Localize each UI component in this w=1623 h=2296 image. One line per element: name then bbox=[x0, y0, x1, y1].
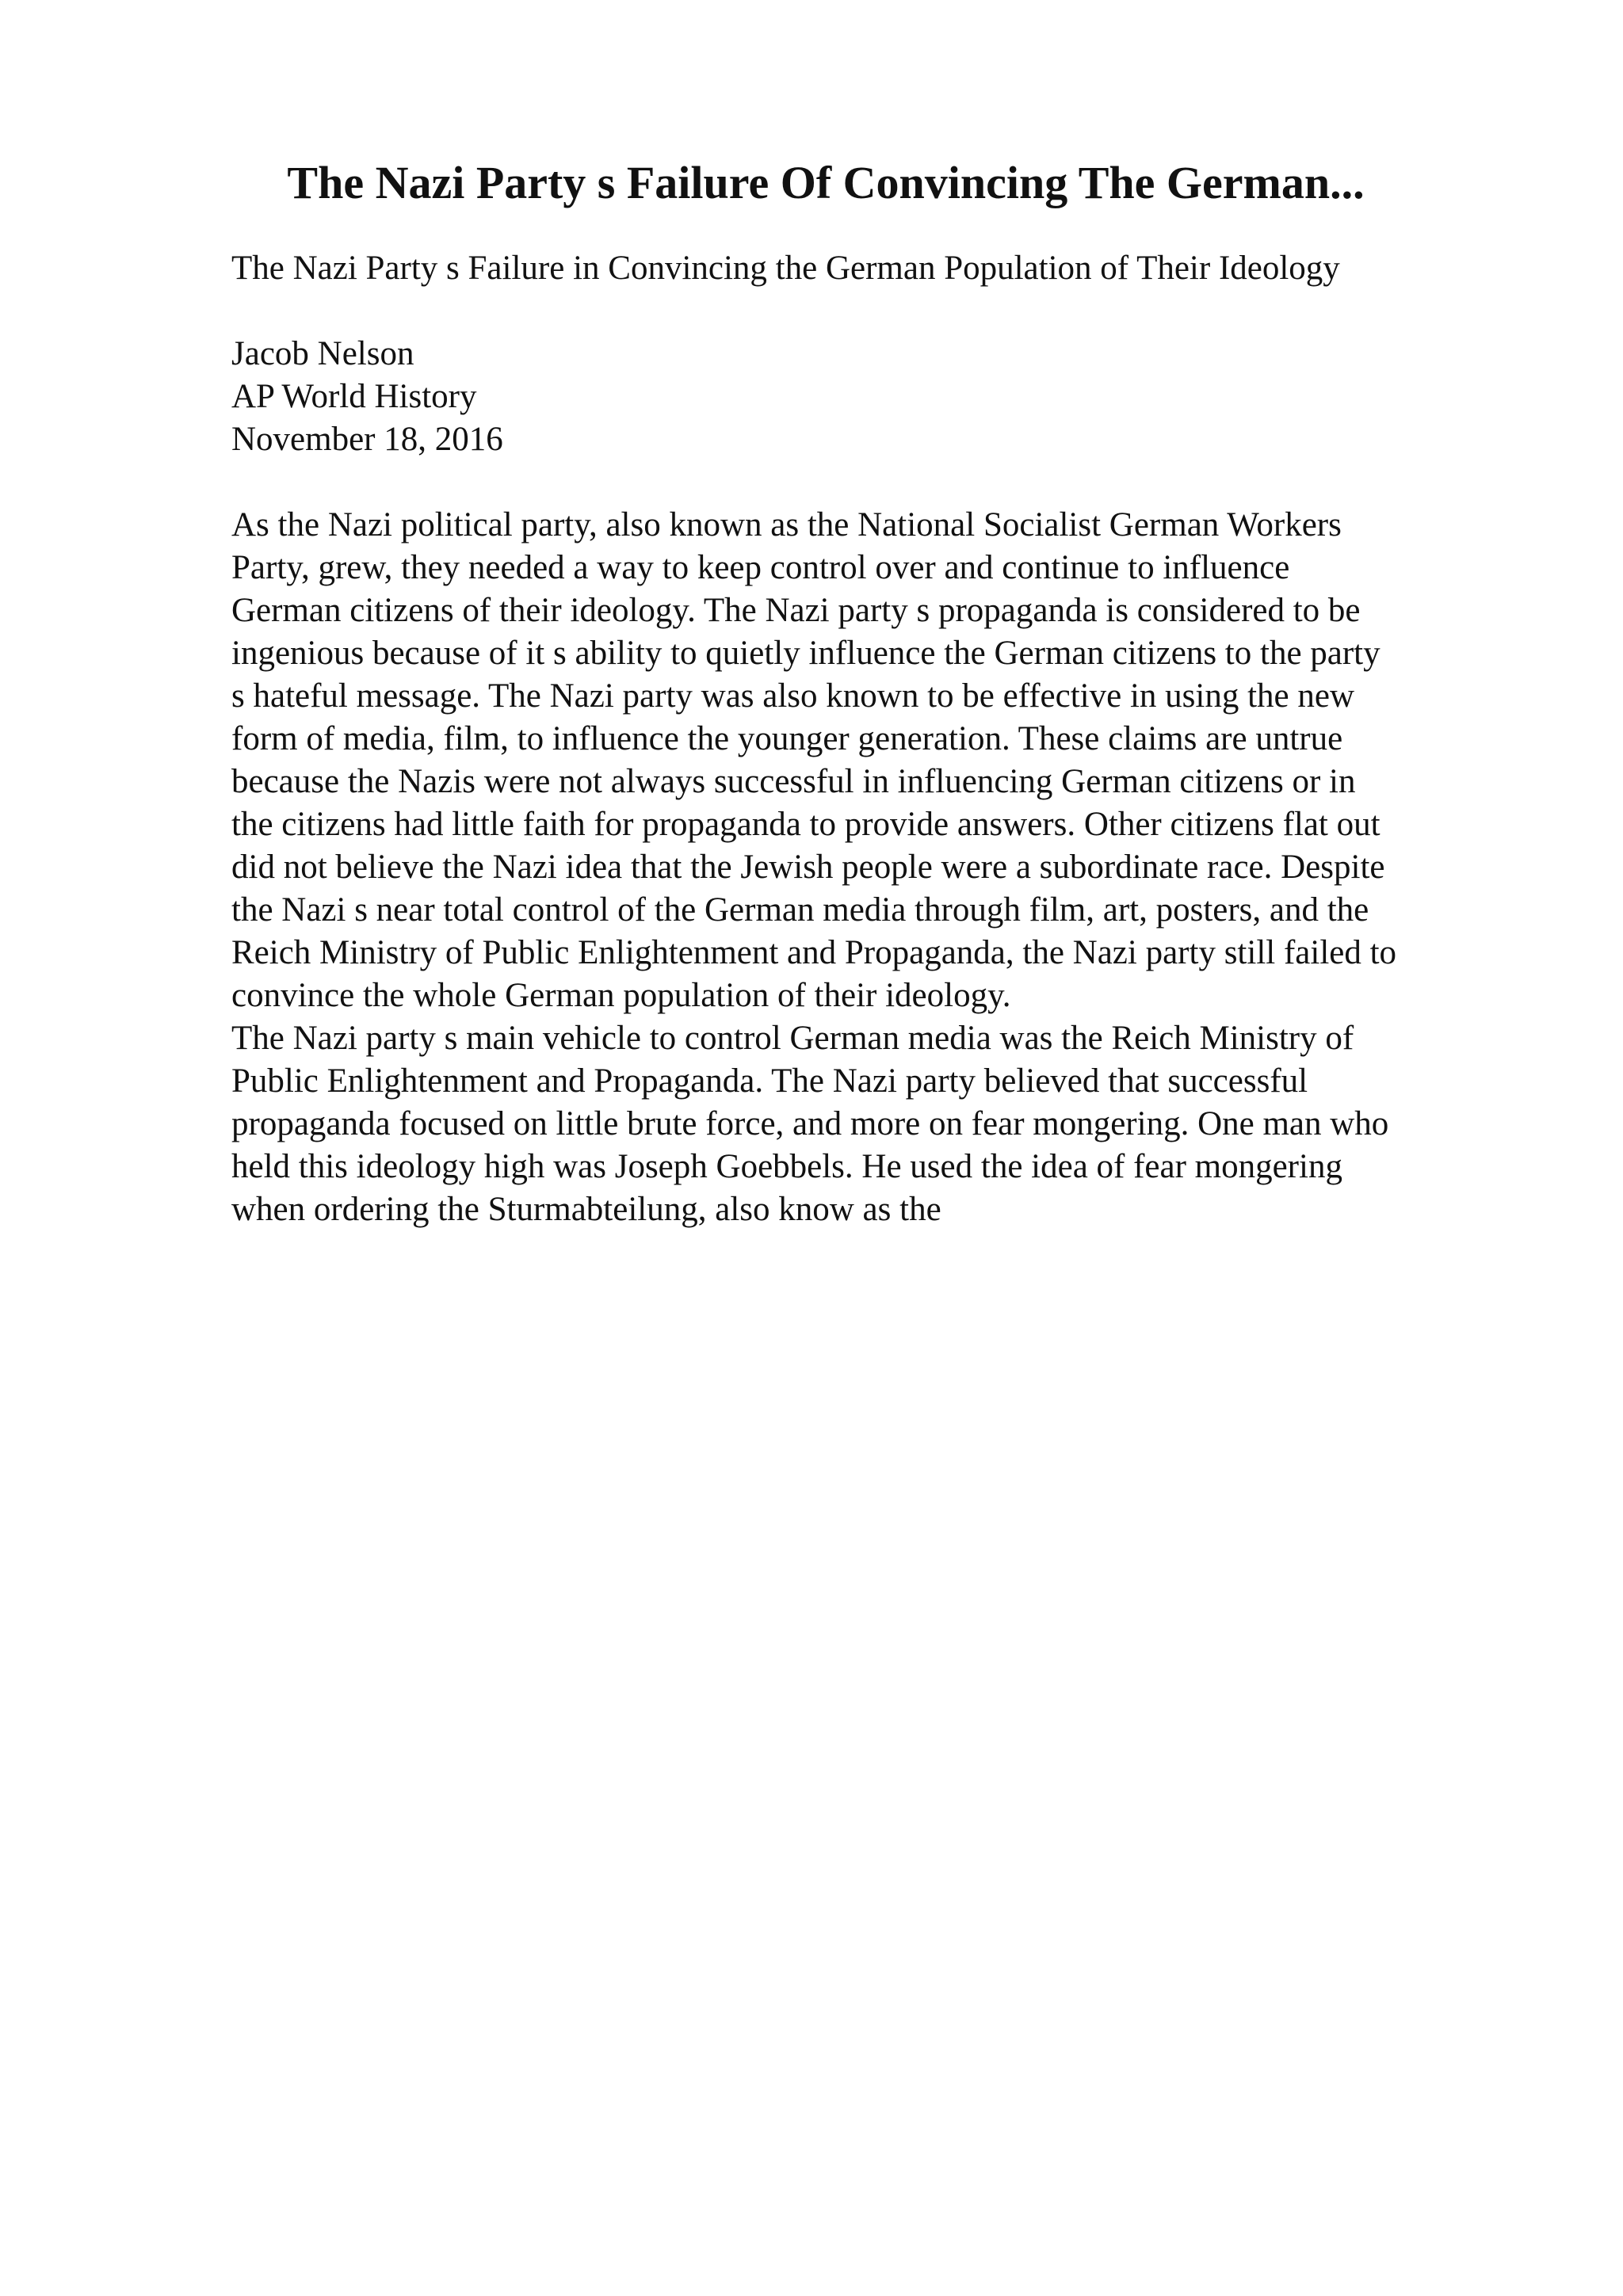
body-line: held this ideology high was Joseph Goebbels. He used the idea of fear mongering bbox=[231, 1148, 1342, 1185]
document-title: The Nazi Party s Failure Of Convincing The German... bbox=[287, 157, 1365, 208]
body-line: German citizens of their ideology. The Nazi party s propaganda is considered to be bbox=[231, 592, 1361, 629]
body-line: ingenious because of it s ability to quietly influence the German citizens to the party bbox=[231, 635, 1381, 672]
body-line: As the Nazi political party, also known as the National Socialist German Workers bbox=[231, 506, 1342, 543]
body-line: convince the whole German population of their ideology. bbox=[231, 977, 1011, 1014]
document-date: November 18, 2016 bbox=[231, 421, 503, 458]
body-line: did not believe the Nazi idea that the Jewish people were a subordinate race. Despite bbox=[231, 849, 1385, 886]
course-name: AP World History bbox=[231, 378, 477, 415]
body-line: Party, grew, they needed a way to keep control over and continue to influence bbox=[231, 549, 1290, 586]
body-line: Reich Ministry of Public Enlightenment and Propaganda, the Nazi party still failed to bbox=[231, 934, 1397, 971]
body-line: form of media, film, to influence the younger generation. These claims are untrue bbox=[231, 720, 1343, 757]
body-line: because the Nazis were not always successful in influencing German citizens or in bbox=[231, 763, 1356, 800]
body-line: propaganda focused on little brute force, and more on fear mongering. One man who bbox=[231, 1105, 1389, 1142]
body-line: s hateful message. The Nazi party was also known to be effective in using the new bbox=[231, 677, 1355, 715]
body-line: The Nazi party s main vehicle to control German media was the Reich Ministry of bbox=[231, 1020, 1354, 1057]
author-name: Jacob Nelson bbox=[231, 335, 414, 372]
author-block bbox=[231, 333, 503, 461]
body-line: when ordering the Sturmabteilung, also know as the bbox=[231, 1191, 941, 1228]
body-line: Public Enlightenment and Propaganda. The Nazi party believed that successful bbox=[231, 1062, 1308, 1100]
body-line: the citizens had little faith for propaganda to provide answers. Other citizens flat out bbox=[231, 806, 1381, 843]
body-line: the Nazi s near total control of the German media through film, art, posters, and the bbox=[231, 891, 1369, 929]
body-text bbox=[231, 504, 1531, 1231]
document-subtitle: The Nazi Party s Failure in Convincing the German Population of Their Ideology bbox=[231, 250, 1340, 287]
